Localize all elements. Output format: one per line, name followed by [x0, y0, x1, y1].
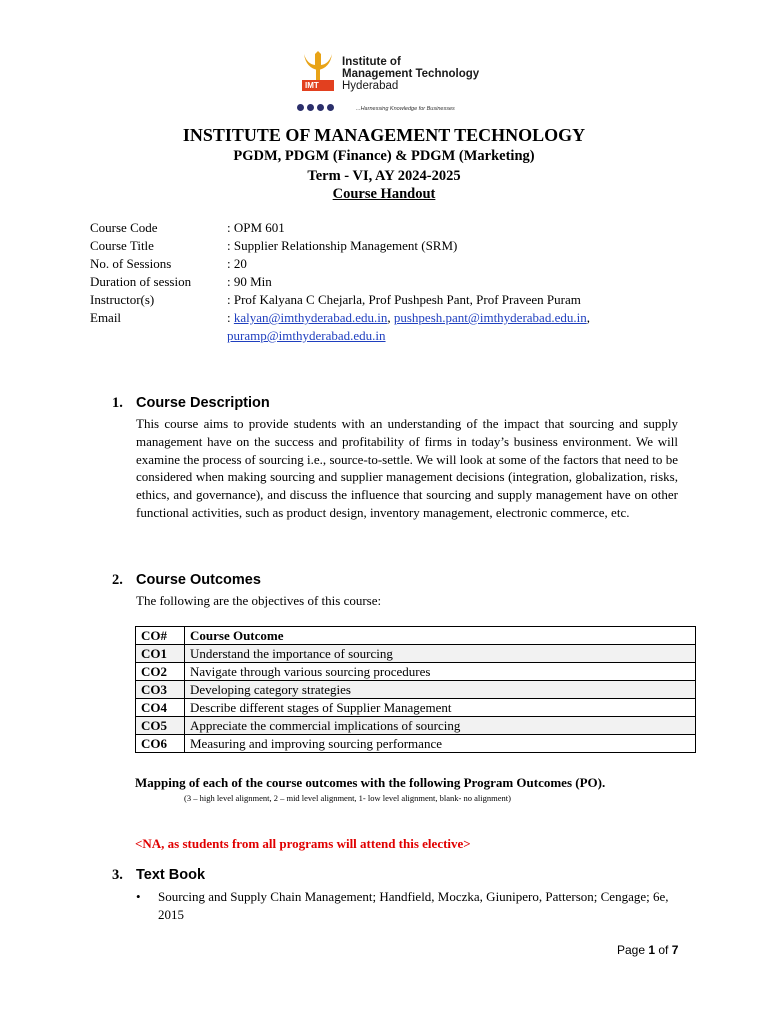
meta-row-instructors — [90, 291, 590, 309]
course-outcomes-intro: The following are the objectives of this course: — [136, 593, 382, 608]
table-cell-outcome: Measuring and improving sourcing performance — [185, 735, 696, 753]
section-title: Course Outcomes — [136, 572, 261, 588]
table-row — [136, 699, 696, 717]
table-cell-code: CO6 — [136, 735, 185, 753]
meta-label: No. of Sessions — [90, 256, 172, 271]
table-row — [136, 645, 696, 663]
meta-row-email-cont — [90, 327, 590, 345]
page-current: 1 — [648, 943, 656, 957]
table-cell-outcome: Navigate through various sourcing procedures — [185, 663, 696, 681]
textbook-text: Sourcing and Supply Chain Management; Handfield, Moczka, Giunipero, Patterson; Cengage; 6e, 2015 — [158, 889, 669, 922]
email-link-kalyan[interactable]: kalyan@imthyderabad.edu.in — [233, 310, 388, 325]
meta-label: Instructor(s) — [90, 292, 155, 307]
table-cell-outcome: Appreciate the commercial implications of sourcing — [185, 717, 696, 735]
section-heading-course-description — [112, 395, 270, 412]
mapping-title: Mapping of each of the course outcomes with the following Program Outcomes (PO). — [135, 775, 606, 790]
section-number: 1. — [112, 395, 123, 411]
document-title: Course Handout — [332, 186, 436, 202]
term-title: Term - VI, AY 2024-2025 — [307, 168, 461, 184]
table-cell-code: CO1 — [136, 645, 185, 663]
logo-wordmark — [342, 56, 479, 92]
page-word: Page — [617, 943, 649, 957]
meta-value: : Supplier Relationship Management (SRM) — [227, 238, 458, 253]
mapping-na-notice: <NA, as students from all programs will attend this elective> — [135, 836, 471, 851]
meta-row-title — [90, 237, 590, 255]
logo-mark-text: IMT — [305, 81, 319, 90]
mapping-note: (3 – high level alignment, 2 – mid level alignment, 1- low level alignment, blank- no alignment) — [184, 793, 511, 803]
meta-label: Duration of session — [90, 274, 192, 289]
institute-title: INSTITUTE OF MANAGEMENT TECHNOLOGY — [182, 125, 586, 145]
table-cell-code: CO5 — [136, 717, 185, 735]
page-total: 7 — [671, 943, 679, 957]
table-header-row — [136, 627, 696, 645]
logo-dot — [327, 104, 334, 111]
logo-tagline: ...Harnessing Knowledge for Businesses — [356, 106, 455, 112]
email-link-pushpesh[interactable]: pushpesh.pant@imthyderabad.edu.in — [393, 310, 587, 325]
meta-value: : 20 — [227, 256, 247, 271]
section-number: 2. — [112, 572, 123, 588]
meta-value: : 90 Min — [227, 274, 272, 289]
of-word: of — [655, 943, 672, 957]
meta-label: Email — [90, 310, 122, 325]
email-colon: : — [227, 310, 234, 325]
table-cell-outcome: Developing category strategies — [185, 681, 696, 699]
table-cell-outcome: Describe different stages of Supplier Management — [185, 699, 696, 717]
meta-value: : Prof Kalyana C Chejarla, Prof Pushpesh Pant, Prof Praveen Puram — [227, 292, 581, 307]
section-title: Course Description — [136, 395, 270, 411]
meta-row-code — [90, 219, 590, 237]
meta-label: Course Code — [90, 220, 158, 235]
logo-dot — [307, 104, 314, 111]
logo-dots — [297, 98, 337, 116]
meta-row-email — [90, 309, 590, 327]
table-cell-code: CO4 — [136, 699, 185, 717]
email-separator: , — [387, 310, 394, 325]
meta-label-spacer — [90, 327, 227, 345]
table-row — [136, 735, 696, 753]
table-cell-code: CO3 — [136, 681, 185, 699]
section-heading-course-outcomes — [112, 572, 261, 589]
meta-label: Course Title — [90, 238, 154, 253]
section-heading-text-book — [112, 867, 205, 884]
course-outcomes-table — [135, 626, 696, 753]
logo-dot — [297, 104, 304, 111]
meta-row-duration — [90, 273, 590, 291]
logo-line-3: Hyderabad — [342, 80, 399, 92]
email-separator: , — [586, 310, 590, 325]
logo-dot — [317, 104, 324, 111]
course-description-text: This course aims to provide students with an understanding of the impact that sourcing and supply management have on the success and profitability of firms in today’s business environment. We will examine the process of sourcing i.e., source-to-settle. We will look at some of the factors that need to be considered when making sourcing and supplier management decisions (integration, globalization, risks, ethics, and governance), and discuss the influence that sourcing and supply management have on other functional activities, such as product design, inventory management, electronic commerce, etc. — [136, 416, 678, 520]
section-title: Text Book — [136, 867, 206, 883]
meta-value — [227, 309, 590, 327]
table-cell-code: CO2 — [136, 663, 185, 681]
bullet-icon: • — [136, 889, 141, 904]
logo-line-1: Institute of — [342, 56, 401, 68]
table-header-cell: Course Outcome — [185, 627, 696, 645]
course-meta — [90, 219, 590, 345]
table-row — [136, 681, 696, 699]
table-header-cell: CO# — [136, 627, 185, 645]
section-number: 3. — [112, 867, 123, 883]
table-cell-outcome: Understand the importance of sourcing — [185, 645, 696, 663]
meta-row-sessions — [90, 255, 590, 273]
meta-value: : OPM 601 — [227, 220, 285, 235]
page-number — [617, 943, 678, 957]
logo-line-2: Management Technology — [342, 68, 480, 80]
imt-logo — [296, 50, 486, 116]
table-row — [136, 663, 696, 681]
table-row — [136, 717, 696, 735]
programs-title: PGDM, PDGM (Finance) & PDGM (Marketing) — [233, 148, 535, 164]
email-link-puramp[interactable]: puramp@imthyderabad.edu.in — [227, 328, 386, 343]
